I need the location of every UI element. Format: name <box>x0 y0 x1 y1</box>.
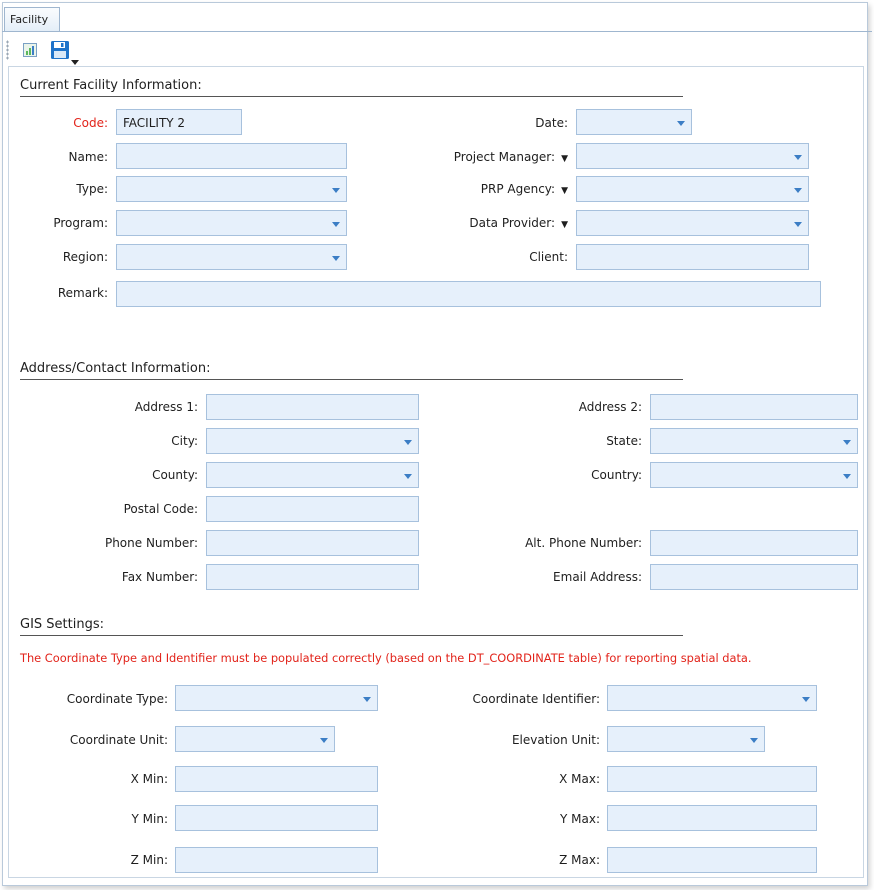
gis-warning-text: The Coordinate Type and Identifier must be populated correctly (based on the DT_COORDINATE table) for reporting spatial data. <box>20 651 752 665</box>
email-address-label: Email Address: <box>553 570 642 584</box>
chevron-down-icon <box>794 155 802 160</box>
chevron-down-icon <box>404 474 412 479</box>
chevron-down-icon <box>404 440 412 445</box>
chevron-down-icon <box>750 738 758 743</box>
prp-agency-label[interactable] <box>420 182 568 196</box>
fax-number-field[interactable] <box>206 564 419 590</box>
prp-agency-dropdown[interactable] <box>576 176 809 202</box>
county-label: County: <box>152 468 198 482</box>
z-max-label: Z Max: <box>559 853 600 867</box>
x-min-field[interactable] <box>175 766 378 792</box>
email-address-field[interactable] <box>650 564 858 590</box>
z-max-field[interactable] <box>607 847 817 873</box>
chevron-down-icon <box>677 121 685 126</box>
region-label: Region: <box>62 250 108 264</box>
date-picker[interactable] <box>576 109 692 135</box>
remark-label: Remark: <box>57 286 108 300</box>
chevron-down-icon <box>363 697 371 702</box>
fax-number-label: Fax Number: <box>121 570 198 584</box>
state-dropdown[interactable] <box>650 428 858 454</box>
caret-down-icon[interactable]: ▼ <box>561 154 568 164</box>
coordinate-type-dropdown[interactable] <box>175 685 378 711</box>
section-current-facility: Current Facility Information: <box>20 78 683 97</box>
section-gis-settings: GIS Settings: <box>20 617 683 636</box>
county-dropdown[interactable] <box>206 462 419 488</box>
grid-report-icon[interactable] <box>22 42 38 61</box>
z-min-label: Z Min: <box>130 853 168 867</box>
caret-down-icon[interactable]: ▼ <box>561 186 568 196</box>
chevron-down-icon <box>843 474 851 479</box>
tab-facility[interactable]: Facility <box>4 7 60 31</box>
chevron-down-icon <box>332 256 340 261</box>
save-icon[interactable] <box>50 40 70 63</box>
address1-label: Address 1: <box>134 400 198 414</box>
country-dropdown[interactable] <box>650 462 858 488</box>
data-provider-label-text: Data Provider: <box>469 216 556 230</box>
y-min-field[interactable] <box>175 805 378 831</box>
prp-agency-label-text: PRP Agency: <box>480 182 556 196</box>
chevron-down-icon <box>794 188 802 193</box>
chevron-down-icon <box>843 440 851 445</box>
project-manager-label[interactable] <box>420 150 568 164</box>
project-manager-dropdown[interactable] <box>576 143 809 169</box>
code-field[interactable]: FACILITY 2 <box>116 109 242 135</box>
type-dropdown[interactable] <box>116 176 347 202</box>
coordinate-identifier-label: Coordinate Identifier: <box>472 692 600 706</box>
coordinate-unit-label: Coordinate Unit: <box>69 733 168 747</box>
caret-down-icon[interactable]: ▼ <box>561 220 568 230</box>
chevron-down-icon <box>794 222 802 227</box>
name-field[interactable] <box>116 143 347 169</box>
chevron-down-icon <box>332 188 340 193</box>
region-dropdown[interactable] <box>116 244 347 270</box>
city-dropdown[interactable] <box>206 428 419 454</box>
phone-number-field[interactable] <box>206 530 419 556</box>
y-min-label: Y Min: <box>131 812 168 826</box>
postal-code-label: Postal Code: <box>123 502 198 516</box>
name-label: Name: <box>68 150 108 164</box>
x-max-label: X Max: <box>559 772 600 786</box>
project-manager-label-text: Project Manager: <box>453 150 556 164</box>
chevron-down-icon <box>802 697 810 702</box>
elevation-unit-label: Elevation Unit: <box>511 733 600 747</box>
postal-code-field[interactable] <box>206 496 419 522</box>
x-max-field[interactable] <box>607 766 817 792</box>
data-provider-label[interactable] <box>420 216 568 230</box>
program-dropdown[interactable] <box>116 210 347 236</box>
y-max-label: Y Max: <box>560 812 600 826</box>
coordinate-type-label: Coordinate Type: <box>66 692 168 706</box>
code-label: Code: <box>73 116 108 130</box>
tab-divider <box>2 31 872 32</box>
x-min-label: X Min: <box>130 772 168 786</box>
phone-number-label: Phone Number: <box>104 536 198 550</box>
section-address-contact: Address/Contact Information: <box>20 361 683 380</box>
type-label: Type: <box>76 182 108 196</box>
alt-phone-label: Alt. Phone Number: <box>525 536 642 550</box>
address1-field[interactable] <box>206 394 419 420</box>
elevation-unit-dropdown[interactable] <box>607 726 765 752</box>
toolbar-grip[interactable] <box>6 40 9 60</box>
y-max-field[interactable] <box>607 805 817 831</box>
state-label: State: <box>606 434 642 448</box>
country-label: Country: <box>591 468 642 482</box>
alt-phone-field[interactable] <box>650 530 858 556</box>
chevron-down-icon <box>332 222 340 227</box>
data-provider-dropdown[interactable] <box>576 210 809 236</box>
date-label: Date: <box>535 116 568 130</box>
z-min-field[interactable] <box>175 847 378 873</box>
remark-field[interactable] <box>116 281 821 307</box>
address2-label: Address 2: <box>578 400 642 414</box>
program-label: Program: <box>53 216 108 230</box>
client-label: Client: <box>529 250 568 264</box>
city-label: City: <box>171 434 198 448</box>
coordinate-unit-dropdown[interactable] <box>175 726 335 752</box>
client-field[interactable] <box>576 244 809 270</box>
coordinate-identifier-dropdown[interactable] <box>607 685 817 711</box>
chevron-down-icon <box>320 738 328 743</box>
address2-field[interactable] <box>650 394 858 420</box>
